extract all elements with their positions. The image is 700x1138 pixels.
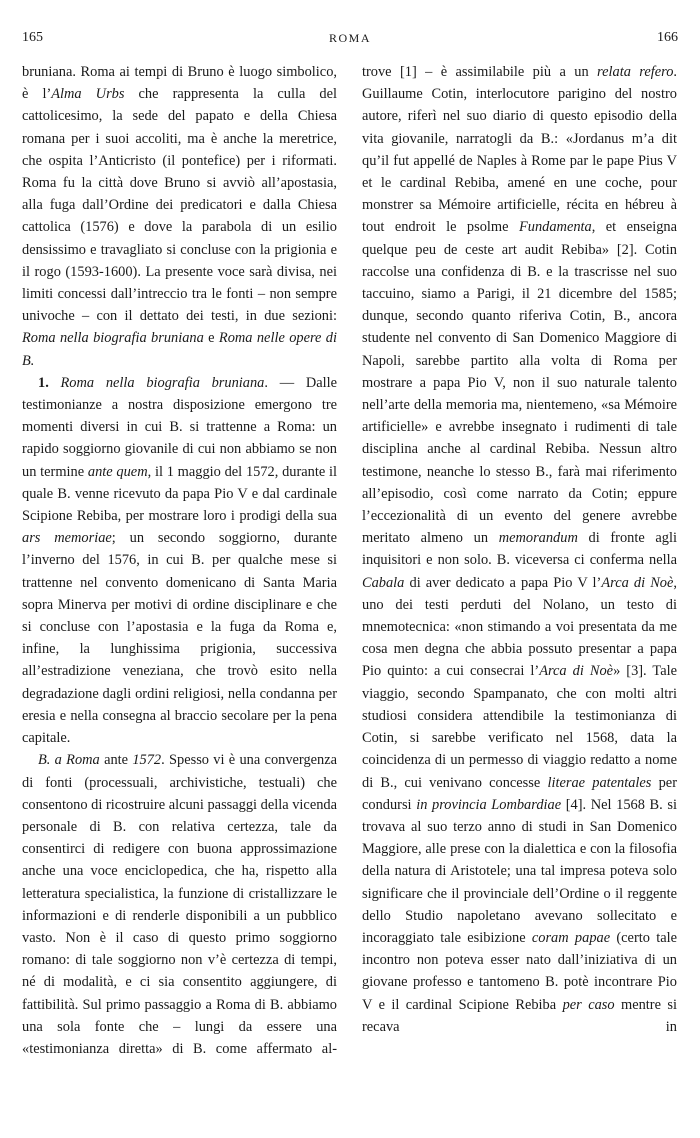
- paragraph-section-1: 1. Roma nella biografia bruniana. — Dalle testimonianze a nostra disposizione emergono tre momenti diversi in cui B. si trattenne a Roma: un rapido soggiorno giovanile di cui non abbiamo se non un termine ante quem, il 1 maggio del 1572, durante il quale B. venne ricevuto da papa Pio V e dal cardinale Scipione Rebiba, per mostrare loro i prodigi della sua ars memoriae; un secondo soggiorno, durante l’inverno del 1576, in cui B. per qualche mese si trattenne nel convento domenicano di Santa Maria sopra Minerva per motivi di ordine disciplinare e che si concluse con l’apostasia e la fuga da Roma e, infine, la lunghissima prigionia, successiva all’estradizione veneziana, che trovò esito nella degradazione dagli ordini religiosi, nella condanna per eresia e nella consegna al braccio secolare per la pena capitale.: [22, 374, 338, 747]
- running-title: ROMA: [328, 31, 371, 45]
- paragraph-intro: bruniana. Roma ai tempi di Bruno è luogo simbolico, è l’Alma Urbs che rappresenta la culla del cattolicesimo, la sede del papato e della Chiesa romana per i suoi accoliti, ma è anche la meretrice, che ospita l’Anticristo (il pontefice) per i riformati. Roma fu la città dove Bruno si avviò all’apostasia, alla fuga dall’Ordine dei predicatori e dalla Chiesa cattolica (1576) e dove la parabola di un esilio densissimo e travagliato si concluse con la prigionia e il rogo (1593-1600). La presente voce sarà divisa, nei limiti concessi dall’intreccio tra le fonti – non sempre univoche – con il dettato dei testi, in due sezioni: Roma nella biografia bruniana e Roma nelle opere di B.: [22, 64, 338, 369]
- page-number-left: 165: [22, 30, 43, 45]
- page-number-right: 166: [657, 30, 678, 45]
- paragraph-cotin: trove [1] – è assimilabile più a un relata refero. Guillaume Cotin, interlocutore parigino del nostro autore, riferì nel suo diario di questo episodio della vita giovanile, narratogli da B.: «Jordanus m’a dit qu’il fut appellé de Naples à Rome par le pape Pius V et le cardinal Rebiba, amené en une coche, pour monstrer sa Mémoire artificielle, récita en hébreu à tout endroit le psolme Fundamenta, et enseigna quelque peu de ceste art audit Rebiba» [2]. Cotin raccolse una confidenza di B. e la trascrisse nel suo taccuino, siamo a Parigi, il 21 dicembre del 1585; dunque, secondo quanto riferiva Cotin, B., ancora studente nel convento di San Domenico Maggiore di Napoli, sarebbe partito alla volta di Roma per mostrare a papa Pio V, non il suo naturale talento nell’arte della memoria ma, nientemeno, «sa Mémoire artificielle» e avrebbe insegnato i rudimenti di tale disciplina anche al cardinal Rebiba. Nessun altro testimone, neanche lo stesso B., farà mai riferimento all’episodio, così come narrato da Cotin; eppure l’eccezionalità di un evento del genere avrebbe meritato almeno un memorandum di fronte agli inquisitori e non solo. B. viceversa ci conferma nella Cabala di aver dedicato a papa Pio V l’Arca di Noè, uno dei testi perduti del Nolano, un testo di mnemotecnica: «non stimando a voi presentata da me cosa men degna che abbia possuto presentar a papa Pio quinto: a cui consecrai l’Arca di Noè» [3]. Tale viaggio, secondo Spampanato, che con molti altri studiosi considera attendibile la testimonianza di Cotin, si sarebbe verificato nel 1568, data la coincidenza di un permesso di viaggio redatto a nome di B., cui venivano concesse literae patentales per condursi in provincia Lombardiae [4]. Nel 1568 B. si trovava al suo terzo anno di studi in San Domenico Maggiore, alle prese con la dialettica e con la filosofia della natura di Aristotele; una tal impresa poteva solo significare che il provinciale dell’Ordine o il reggente dello Studio napoletano avevano sollecitato e incoraggiato tale esibizione coram papae (certo tale incontro non poteva esser nato dall’iniziativa di un giovane professo e tantomeno B. potè incontrare Pio V e il cardinal Scipione Rebiba per caso mentre si recava in: [362, 64, 677, 1035]
- right-column: [362, 61, 677, 1038]
- section-number: 1.: [38, 374, 49, 391]
- left-column: [22, 61, 337, 1060]
- paragraph-ante-1572: B. a Roma ante 1572. Spesso vi è una convergenza di fonti (processuali, archivistiche, testuali) che consentono di ricostruire alcuni passaggi della vicenda personale di B. con relativa certezza, tale da consentirci di redigere con buona approssimazione anche una voce enciclopedica, che ha, rispetto alla letteratura specialistica, la funzione di cristallizzare le informazioni e di renderle disponibili a un pubblico vasto. Non è il caso di questo primo soggiorno romano: di tale soggiorno non v’è certezza di tempi, né di modalità, e ci sia consentito aggiungere, di fattibilità. Sul primo passaggio a Roma di B. abbiamo una sola fonte che – lungi da essere una «testimonianza diretta» di B. come affermato al-: [22, 752, 338, 1057]
- section-heading: Roma nella biografia bruniana: [48, 374, 265, 391]
- subsection-heading: B. a Roma: [38, 752, 100, 769]
